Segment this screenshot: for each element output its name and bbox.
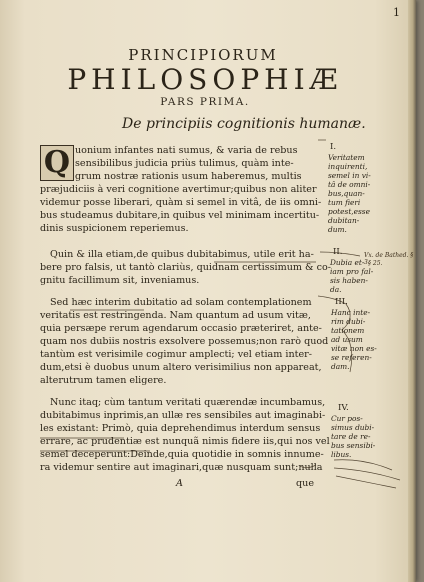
- text-line: quia persæpe rerum agendarum occasio præteriret, ante-: [40, 323, 322, 334]
- margin-note-3: Hanc inte- rim dubi- tationem ad usum vitæ non es- se referen- dam.: [331, 308, 377, 371]
- text-line: dubitabimus inprimis,an ullæ res sensibiles aut imaginabi-: [40, 410, 326, 421]
- handwritten-note: Vx. de Bathed. § 3.: [364, 252, 414, 266]
- section-title: De principiis cognitionis humanæ.: [122, 116, 366, 132]
- margin-number-1: I.: [330, 142, 337, 152]
- margin-note-2: Dubia et- iam pro fal- sis haben- da.: [330, 258, 374, 294]
- text-line: sensibilibus judicia priùs tulimus, quàm inte-: [75, 158, 294, 169]
- text-line: Nunc itaq; cùm tantum veritati quærendæ incumbamus,: [50, 397, 326, 408]
- text-line: semel deceperunt:Deinde,quia quotidie in somnis innume-: [40, 449, 324, 460]
- text-line: grum nostræ rationis usum haberemus, multis: [75, 171, 302, 182]
- margin-note-4: Cur pos- simus dubi- tare de re- bus sensibi- libus.: [331, 414, 376, 459]
- text-line: quam nos dubiis nostris exsolvere possemus;non rarò quod: [40, 336, 329, 347]
- text-line: errare, ac prudentiæ est nunquã nimis fidere iis,qui nos vel: [40, 436, 330, 447]
- margin-number-2: II.: [333, 247, 343, 257]
- text-line: ra videmur sentire aut imaginari,quæ nusquam sunt;nulla: [40, 462, 323, 473]
- margin-note-1: Veritatem inquirenti, semel in vi- tâ de omni- bus,quan- tum fieri potest,esse dubitan- dum.: [328, 153, 371, 234]
- handwritten-note: § 25.: [368, 260, 383, 267]
- text-line: alterutrum tamen eligere.: [40, 375, 167, 386]
- signature-mark: A: [176, 478, 183, 489]
- header-line-2: PHILOSOPHIÆ: [67, 63, 343, 96]
- text-line: bere pro falsis, ut tantò clariùs, quidnam certissimum & co-: [40, 262, 332, 273]
- decorated-initial: Q: [40, 145, 74, 181]
- page-edge: [408, 0, 416, 582]
- catchword: que: [296, 478, 314, 489]
- header-line-1: PRINCIPIORUM: [128, 46, 278, 64]
- text-line: dinis suspicionem reperiemus.: [40, 223, 189, 234]
- text-line: Sed hæc interim dubitatio ad solam contemplationem: [50, 297, 312, 308]
- text-line: tantùm est verisimile cogimur amplecti; vel etiam inter-: [40, 349, 312, 360]
- text-line: Quin & illa etiam,de quibus dubitabimus, utile erit ha-: [50, 249, 314, 260]
- text-line: bus studeamus dubitare,in quibus vel minimam incertitu-: [40, 210, 320, 221]
- handwritten-scribble: [334, 460, 400, 488]
- text-line: veritatis est restringenda. Nam quantum ad usum vitæ,: [40, 310, 311, 321]
- margin-number-3: III.: [335, 297, 348, 307]
- text-line: præjudiciis à veri cognitione avertimur;quibus non aliter: [40, 184, 317, 195]
- margin-number-4: IV.: [338, 403, 349, 413]
- text-line: dum,etsi è duobus unum altero verisimilius non appareat,: [40, 362, 322, 373]
- text-line: gnitu facillimum sit, inveniamus.: [40, 275, 200, 286]
- text-line: videmur posse liberari, quàm si semel in vitâ, de iis omni-: [40, 197, 322, 208]
- text-line: les existant: Primò, quia deprehendimus interdum sensus: [40, 423, 321, 434]
- header-line-3: PARS PRIMA.: [160, 96, 250, 108]
- folio-number: 1: [393, 6, 400, 19]
- text-line: uonium infantes nati sumus, & varia de rebus: [75, 145, 298, 156]
